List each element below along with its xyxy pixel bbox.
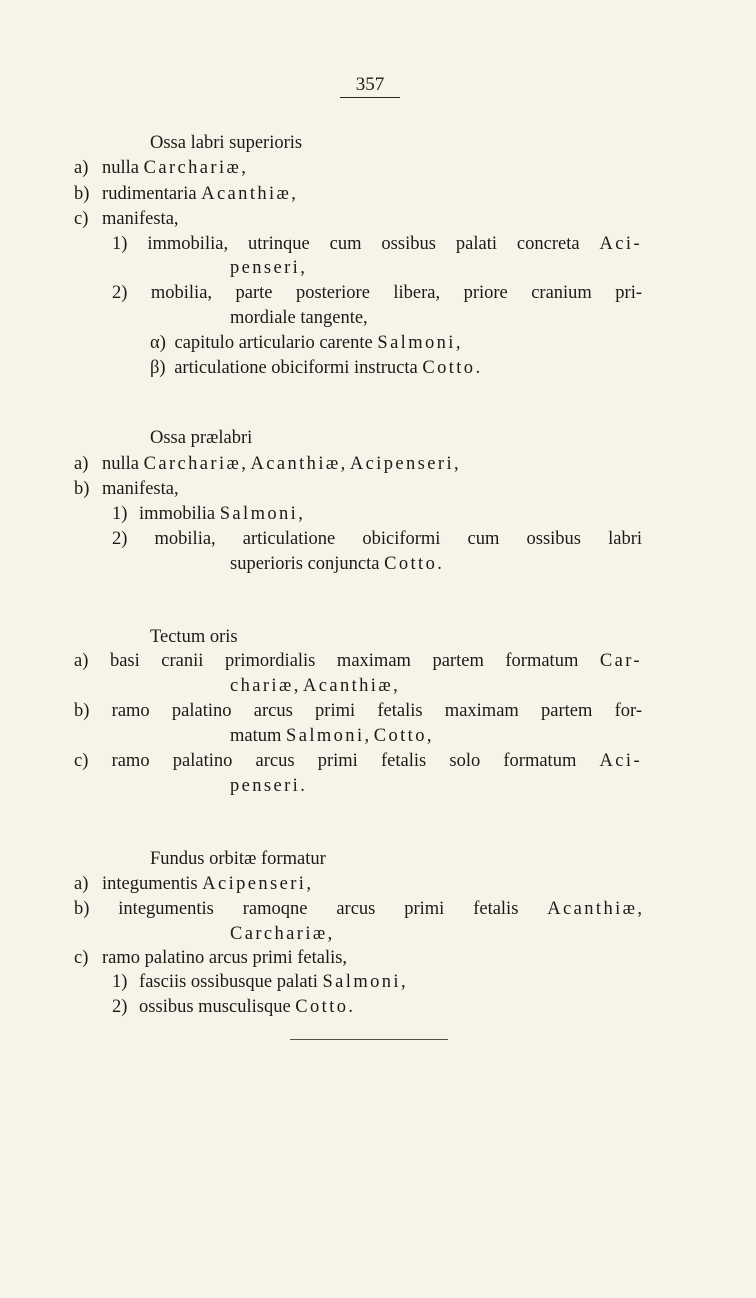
punct: , (327, 924, 333, 944)
item-marker: 2) (112, 997, 128, 1017)
punct: , (637, 899, 643, 919)
taxon-name: Acanthiæ (250, 454, 341, 474)
item-text: integumentis (102, 874, 203, 894)
item-text: nulla (102, 158, 144, 178)
list-item-continuation (230, 256, 305, 280)
item-text: superioris conjuncta (230, 554, 385, 574)
item-marker: a) (74, 454, 89, 474)
list-item (112, 527, 642, 551)
item-text: basi cranii primordialis maximam partem formatum (109, 651, 600, 671)
taxon-name: Carchariæ (143, 454, 242, 474)
item-text: nulla (102, 454, 144, 474)
punct: , (455, 333, 461, 353)
list-item (74, 207, 179, 231)
punct: . (348, 997, 354, 1017)
item-marker: a) (74, 874, 89, 894)
taxon-name: Cotto (295, 997, 349, 1017)
taxon-name: Aci- (599, 234, 643, 254)
section-heading: Fundus orbitæ formatur (150, 849, 326, 869)
taxon-name: Carchariæ (143, 158, 242, 178)
list-item (112, 502, 303, 526)
item-text: mordiale tangente, (230, 308, 368, 328)
item-text: ramo palatino arcus primi fetalis solo formatum (111, 751, 600, 771)
punct: , (426, 726, 432, 746)
list-item (74, 452, 459, 476)
list-item (74, 872, 311, 896)
punct: , (400, 972, 406, 992)
item-marker: b) (74, 479, 90, 499)
item-text: integumentis ramoqne arcus primi fetalis (118, 899, 548, 919)
item-text: immobilia, utrinque cum ossibus palati concreta (147, 234, 600, 254)
item-text: ossibus musculisque (139, 997, 296, 1017)
taxon-name: Cotto (422, 358, 476, 378)
item-marker: b) (74, 899, 90, 919)
item-text: ramo palatino arcus primi fetalis, (102, 948, 348, 968)
taxon-name: penseri (230, 258, 301, 278)
list-item (74, 897, 642, 921)
item-text: articulatione obiciformi instructa (174, 358, 423, 378)
punct: , (241, 454, 251, 474)
punct: , (393, 676, 398, 696)
page-number: 357 (340, 74, 400, 98)
punct: , (300, 258, 305, 278)
section-heading: Ossa prælabri (150, 428, 253, 448)
item-marker: b) (74, 184, 90, 204)
item-text: mobilia, articulatione obiciformi cum ossibus labri (154, 529, 642, 549)
list-item (74, 156, 246, 180)
taxon-name: Acipenseri (349, 454, 454, 474)
list-item-continuation (230, 552, 442, 576)
punct: , (293, 676, 303, 696)
item-text: matum (230, 726, 287, 746)
item-marker: 2) (112, 529, 128, 549)
item-marker: c) (74, 209, 89, 229)
item-text: ramo palatino arcus primi fetalis maximam partem for- (111, 701, 643, 721)
taxon-name: Carchariæ (230, 924, 328, 944)
taxon-name: Cotto (384, 554, 438, 574)
punct: , (454, 454, 459, 474)
list-item-continuation (230, 674, 398, 698)
list-item (74, 477, 179, 501)
list-item (112, 232, 642, 256)
list-item (112, 995, 353, 1019)
punct: . (437, 554, 442, 574)
taxon-name: Salmoni (286, 726, 365, 746)
item-marker: 1) (112, 504, 128, 524)
taxon-name: Car- (599, 651, 642, 671)
taxon-name: Aci- (599, 751, 643, 771)
item-text: immobilia (139, 504, 220, 524)
taxon-name: Acanthiæ (547, 899, 638, 919)
list-item (74, 946, 347, 970)
item-text: manifesta, (102, 479, 179, 499)
taxon-name: Acanthiæ (302, 676, 394, 696)
list-item (74, 699, 642, 723)
item-marker: b) (74, 701, 90, 721)
item-marker: 1) (112, 972, 128, 992)
item-text: capitulo articulario carente (174, 333, 378, 353)
list-item (112, 970, 406, 994)
item-marker: α) (150, 333, 166, 353)
list-item (112, 281, 642, 305)
punct: , (291, 184, 296, 204)
list-item (74, 749, 642, 773)
item-marker: c) (74, 751, 89, 771)
item-marker: a) (74, 158, 89, 178)
taxon-name: Salmoni (377, 333, 456, 353)
taxon-name: penseri (230, 776, 301, 796)
taxon-name: Salmoni (322, 972, 401, 992)
punct: . (475, 358, 481, 378)
punct: , (364, 726, 374, 746)
closing-rule (290, 1039, 448, 1040)
item-text: fasciis ossibusque palati (139, 972, 323, 992)
list-item (150, 331, 460, 355)
item-text: rudimentaria (102, 184, 202, 204)
list-item (74, 649, 642, 673)
item-text: manifesta, (102, 209, 179, 229)
taxon-name: Acipenseri (202, 874, 307, 894)
list-item-continuation (230, 724, 432, 748)
item-marker: β) (150, 358, 166, 378)
taxon-name: Cotto (373, 726, 427, 746)
punct: , (241, 158, 246, 178)
taxon-name: Salmoni (219, 504, 299, 524)
taxon-name: chariæ (230, 676, 294, 696)
item-marker: 2) (112, 283, 128, 303)
list-item-continuation (230, 922, 332, 946)
list-item-continuation (230, 306, 368, 330)
list-item (74, 182, 296, 206)
list-item-continuation (230, 774, 305, 798)
taxon-name: Acanthiæ (201, 184, 292, 204)
punct: , (298, 504, 303, 524)
punct: , (306, 874, 311, 894)
section-heading: Tectum oris (150, 627, 238, 647)
item-marker: c) (74, 948, 89, 968)
list-item (150, 356, 480, 380)
item-marker: a) (74, 651, 89, 671)
punct: . (300, 776, 305, 796)
item-text: mobilia, parte posteriore libera, priore cranium pri- (150, 283, 643, 303)
punct: , (340, 454, 350, 474)
section-heading: Ossa labri superioris (150, 133, 303, 153)
item-marker: 1) (112, 234, 128, 254)
